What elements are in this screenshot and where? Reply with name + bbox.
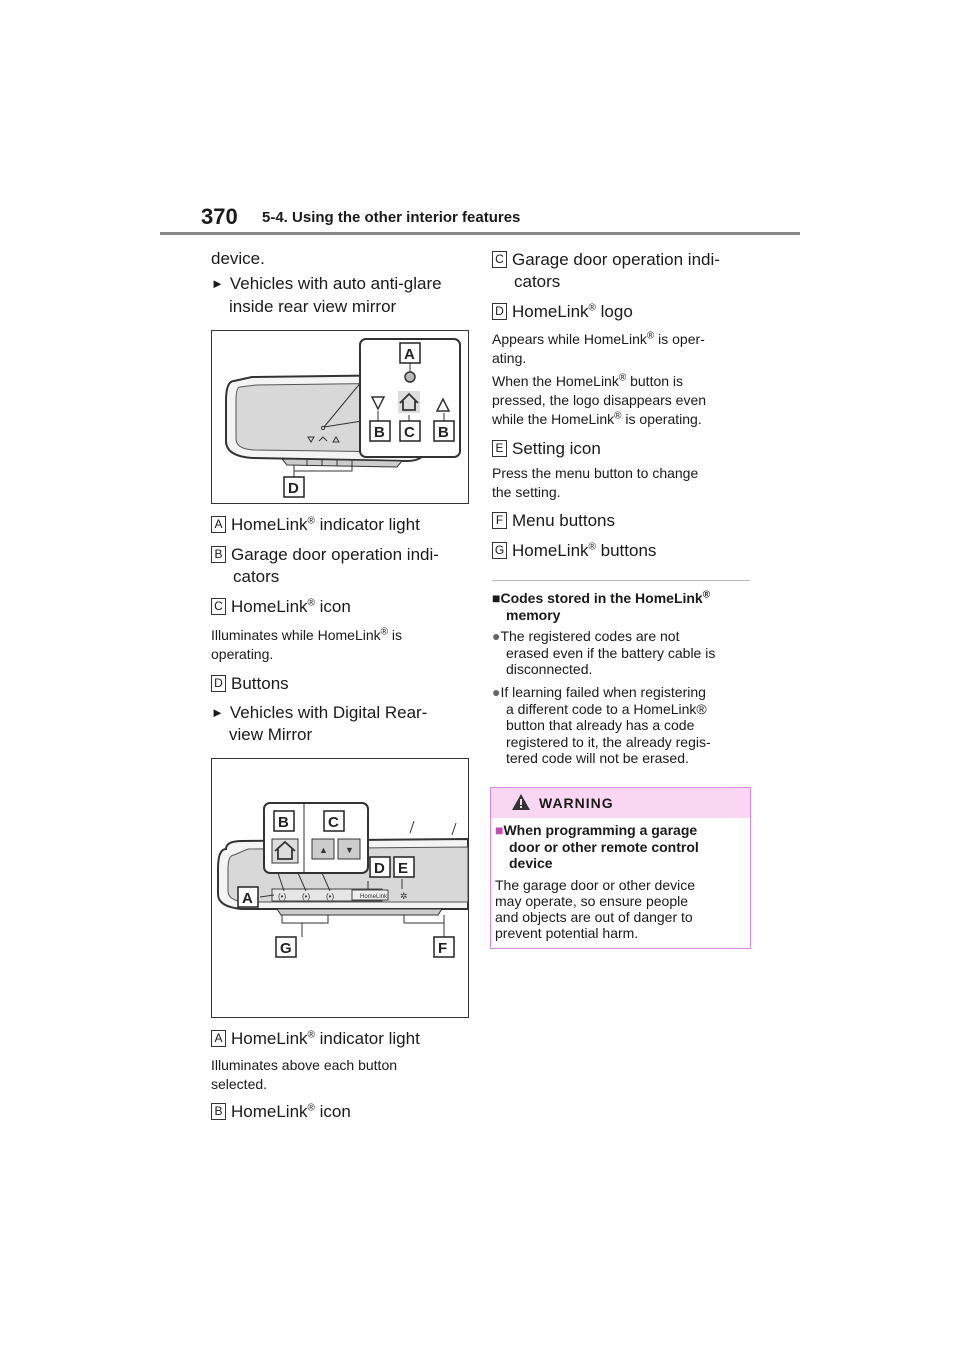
triangle-bullet-icon: ►	[211, 705, 224, 720]
page-number: 370	[201, 204, 238, 229]
codes-heading: ■Codes stored in the HomeLink®	[492, 589, 711, 606]
item-c-homelink-icon: C HomeLink® icon	[211, 596, 351, 618]
svg-text:A: A	[242, 890, 253, 907]
figure-auto-mirror	[211, 330, 469, 504]
warning-box	[490, 787, 751, 949]
svg-text:A: A	[404, 346, 415, 363]
item-b-garage-door-indicators: B Garage door operation indi-	[211, 544, 439, 566]
key-label-b: B	[211, 546, 226, 563]
fig2-label-b	[274, 811, 294, 831]
key-label-e: E	[492, 440, 507, 457]
svg-text:C: C	[404, 424, 415, 441]
item2-a-homelink-indicator: A HomeLink® indicator light	[211, 1028, 420, 1050]
fig2-label-a	[238, 887, 258, 907]
svg-text:B: B	[374, 424, 385, 441]
right-item-c-line2: cators	[514, 272, 561, 291]
key-label-f: F	[492, 512, 507, 529]
fig2-label-g	[276, 937, 296, 957]
auto-mirror-illustration	[212, 331, 468, 503]
svg-text:B: B	[438, 424, 449, 441]
svg-text:▼: ▼	[345, 845, 354, 855]
figure-digital-mirror	[211, 758, 469, 1018]
svg-text:HomeLink: HomeLink	[360, 894, 388, 900]
fig1-label-c	[400, 421, 420, 441]
svg-text:D: D	[288, 480, 299, 497]
key-label-c: C	[211, 598, 226, 615]
right-item-g: G HomeLink® buttons	[492, 540, 656, 562]
warning-title: WARNING	[539, 795, 614, 811]
dot-bullet-icon: ●	[492, 628, 501, 644]
key-label-c-right: C	[492, 251, 507, 268]
heading-digital-mirror-line2: view Mirror	[229, 725, 313, 744]
item-b-line2: cators	[233, 567, 280, 586]
note-d-line1: Appears while HomeLink® is oper-	[492, 330, 705, 347]
right-item-e: E Setting icon	[492, 438, 601, 460]
svg-text:F: F	[438, 940, 448, 957]
item-a-homelink-indicator: A HomeLink® indicator light	[211, 514, 420, 536]
svg-text:✲: ✲	[400, 891, 408, 901]
bullet-2: ●If learning failed when registering a different code to a HomeLink® button that already has a code registered to it, the already regis- tered code will not be erased.	[492, 684, 711, 766]
note-d-line2: ating.	[492, 350, 527, 366]
heading-digital-mirror: ► Vehicles with Digital Rear-	[211, 703, 428, 722]
note-e-line1: Press the menu button to change	[492, 465, 699, 481]
fig1-label-d	[284, 477, 304, 497]
note-a-line2: selected.	[211, 1076, 268, 1092]
svg-text:D: D	[374, 860, 385, 877]
square-bullet-icon: ■	[495, 822, 504, 838]
digital-mirror-illustration	[212, 759, 468, 1017]
key-label-b2: B	[211, 1103, 226, 1120]
svg-text:(•): (•)	[278, 892, 287, 901]
fig2-label-f	[434, 937, 454, 957]
svg-text:▲: ▲	[319, 845, 328, 855]
fig2-label-d	[370, 857, 390, 877]
note-a-line1: Illuminates above each button	[211, 1057, 398, 1073]
triangle-bullet-icon: ►	[211, 276, 224, 291]
square-bullet-icon: ■	[492, 590, 501, 606]
svg-text:E: E	[398, 860, 409, 877]
note-e-line2: the setting.	[492, 484, 561, 500]
fig1-label-b-left	[370, 421, 390, 441]
fig1-label-a	[400, 343, 420, 363]
item-d-buttons: D Buttons	[211, 673, 289, 695]
key-label-a: A	[211, 516, 226, 533]
svg-text:(•): (•)	[302, 892, 311, 901]
warning-header	[491, 788, 750, 818]
right-item-c: C Garage door operation indi-	[492, 249, 720, 271]
note-d-line3: When the HomeLink® button is	[492, 372, 684, 389]
section-divider	[492, 580, 750, 581]
bullet-1: ●The registered codes are not erased even if the battery cable is disconnected.	[492, 628, 716, 677]
note-d-line4: pressed, the logo disappears even	[492, 392, 707, 408]
key-label-g: G	[492, 542, 507, 559]
item2-b-homelink-icon: B HomeLink® icon	[211, 1101, 351, 1123]
key-label-d-right: D	[492, 303, 507, 320]
warning-heading: ■When programming a garage door or other remote control device	[495, 822, 699, 871]
svg-text:B: B	[278, 814, 289, 831]
warning-triangle-icon	[511, 793, 531, 811]
header-rule	[160, 232, 800, 235]
heading-auto-anti-glare-line2: inside rear view mirror	[229, 297, 397, 316]
note-c: Illuminates while HomeLink® is	[211, 626, 403, 643]
svg-text:C: C	[328, 814, 339, 831]
warning-body: The garage door or other device may operate, so ensure people and objects are out of danger to prevent potential harm.	[495, 877, 696, 941]
fig2-label-c	[324, 811, 344, 831]
heading-auto-anti-glare: ► Vehicles with auto anti-glare	[211, 274, 442, 293]
svg-text:G: G	[280, 940, 292, 957]
section-title: 5-4. Using the other interior features	[262, 209, 521, 226]
dot-bullet-icon: ●	[492, 684, 501, 700]
right-item-f: F Menu buttons	[492, 510, 615, 532]
codes-heading-line2: memory	[506, 607, 561, 623]
intro-text: device.	[211, 249, 265, 268]
note-d-line5: while the HomeLink® is operating.	[492, 410, 702, 427]
key-label-a2: A	[211, 1030, 226, 1047]
svg-text:(•): (•)	[326, 892, 335, 901]
key-label-d: D	[211, 675, 226, 692]
fig2-label-e	[394, 857, 414, 877]
right-item-d-logo: D HomeLink® logo	[492, 301, 633, 323]
note-c-line2: operating.	[211, 646, 274, 662]
fig1-label-b-right	[434, 421, 454, 441]
